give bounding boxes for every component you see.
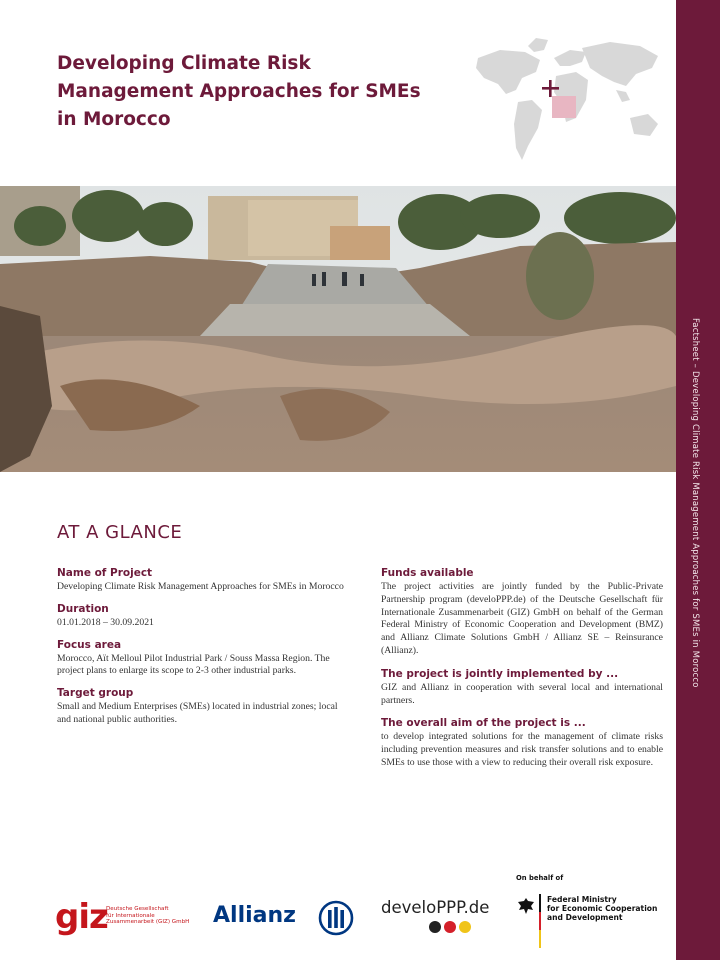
section-body: The project activities are jointly funded by the Public-Private Partnership program (develoPPP.de) of the Deutsche Gesellschaft für Internationale Zusammenarbeit (GIZ) GmbH on behalf of the German Federal Ministry of Economic Cooperation and Development (BMZ) and Allianz Climate Solutions GmbH / Allianz SE – Reinsurance (Allianz). — [381, 581, 663, 656]
section-body: 01.01.2018 – 30.09.2021 — [57, 616, 154, 628]
section-heading: AT A GLANCE — [57, 522, 183, 543]
developpp-logo: develoPPP.de — [381, 898, 490, 917]
ministry-line: Federal Ministry — [547, 895, 617, 904]
section-title: Funds available — [381, 567, 474, 579]
allianz-emblem-icon — [318, 900, 354, 941]
info-section — [57, 638, 347, 679]
info-section — [57, 686, 347, 727]
section-body: Small and Medium Enterprises (SMEs) located in industrial zones; local and national public authorities. — [57, 701, 338, 725]
title-line: in Morocco — [57, 109, 171, 130]
section-title: The overall aim of the project is ... — [381, 717, 586, 730]
sidebar-text: Factsheet – Developing Climate Risk Management Approaches for SMEs in Morocco — [690, 318, 700, 688]
world-map-icon — [470, 28, 666, 166]
developpp-flag-dots-icon — [428, 920, 474, 939]
section-body: Morocco, Aït Melloul Pilot Industrial Park / Souss Massa Region. The project plans to enlarge its scope to 2-3 other industrial parks. — [57, 652, 330, 677]
info-section — [381, 667, 663, 708]
federal-eagle-icon — [516, 896, 536, 921]
page-title — [57, 50, 457, 134]
ministry-line: for Economic Cooperation — [547, 904, 658, 914]
left-column — [57, 566, 347, 735]
title-line: Management Approaches for SMEs — [57, 81, 421, 102]
allianz-logo: Allianz — [213, 903, 296, 928]
giz-logo-text — [106, 906, 196, 926]
section-title: Name of Project — [57, 567, 153, 579]
giz-logo: giz — [55, 897, 108, 937]
title-line: Developing Climate Risk — [57, 53, 311, 74]
section-body: Developing Climate Risk Management Approaches for SMEs in Morocco — [57, 581, 344, 592]
giz-logo-line: für Internationale — [106, 912, 155, 919]
info-section — [381, 716, 663, 769]
on-behalf-label: On behalf of — [516, 874, 564, 882]
info-section — [381, 566, 663, 658]
giz-logo-line: Deutsche Gesellschaft — [106, 906, 169, 912]
giz-logo-line: Zusammenarbeit (GIZ) GmbH — [106, 919, 190, 926]
logo-footer — [0, 870, 676, 950]
section-body: to develop integrated solutions for the management of climate risks including prevention measures and risk transfer solutions and to enable SMEs to use those with a view to reducing their overall risk exposure. — [381, 731, 663, 768]
section-title: The project is jointly implemented by ... — [381, 667, 619, 680]
right-column — [381, 566, 663, 779]
bmz-logo-text — [547, 895, 657, 923]
german-flag-bar — [539, 894, 541, 948]
ministry-line: and Development — [547, 913, 623, 923]
section-title: Duration — [57, 602, 109, 615]
info-section — [57, 566, 347, 594]
flood-photo — [0, 186, 676, 472]
section-title: Focus area — [57, 638, 122, 651]
info-section — [57, 602, 347, 630]
section-body: GIZ and Allianz in cooperation with several local and international partners. — [381, 681, 663, 706]
section-title: Target group — [57, 687, 134, 700]
